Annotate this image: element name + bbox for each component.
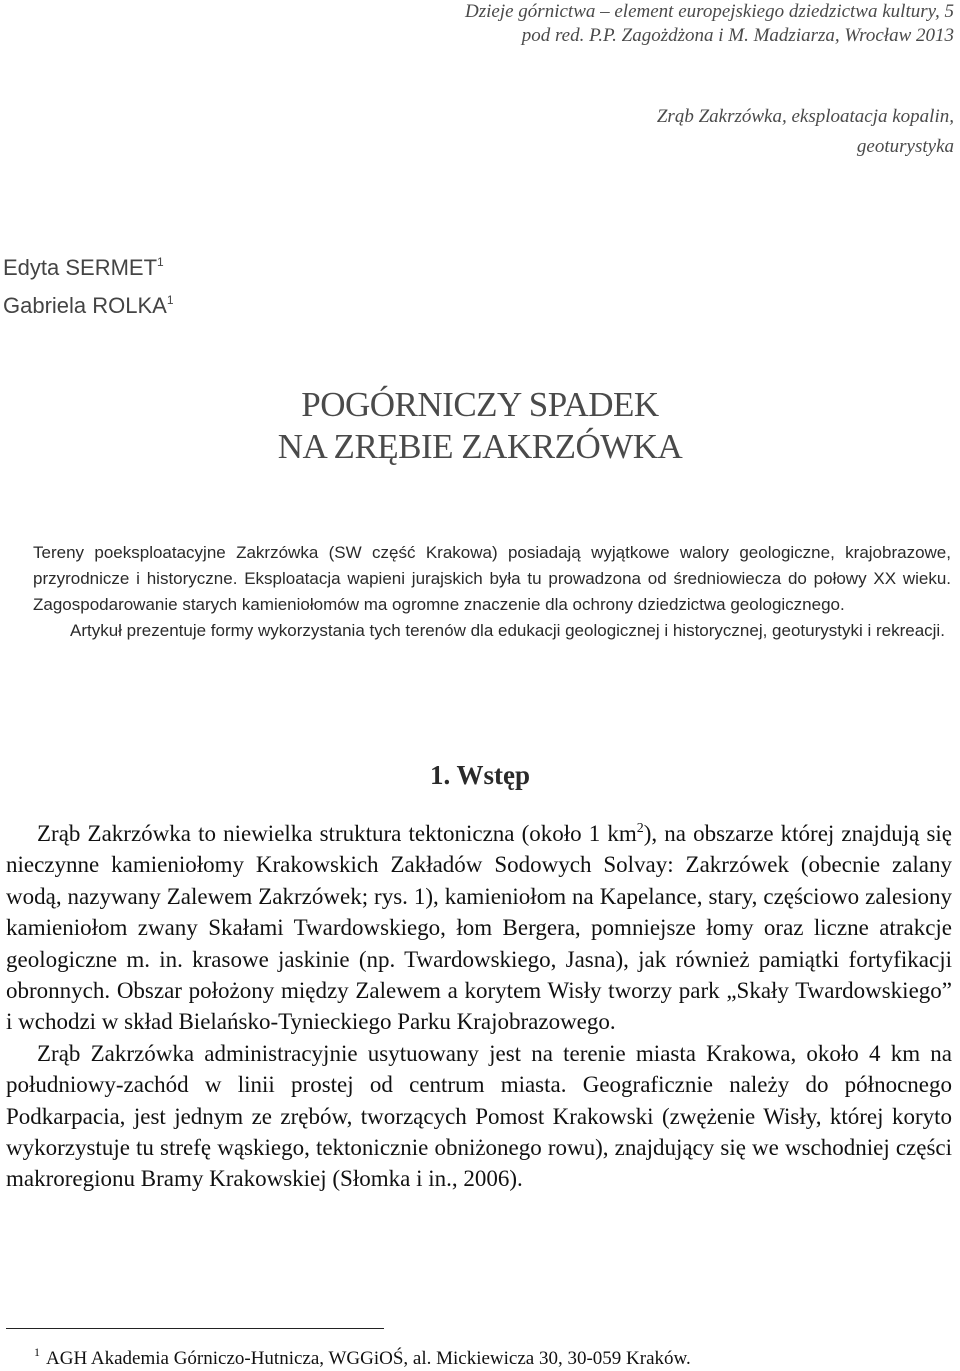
paper-title <box>0 384 960 468</box>
author-list <box>3 246 174 322</box>
body-text-run: ), na obszarze której znajdują się nieczynne kamieniołomy Krakowskich Zakładów Sodowych Solvay: Zakrzówek (obecnie zalany wodą, nazywany Zalewem Zakrzówek; rys. 1), kamieniołom na Kapelance, stary, częściowo zalesiony kamieniołom zwany Skałami Twardowskiego, łom Bergera, pomniejsze łomy oraz liczne atrakcje geologiczne m. in. krasowe jaskinie (np. Twardowskiego, Jasna), jak również pamiątki fortyfikacji obronnych. Obszar położony między Zalewem a korytem Wisły tworzy park „Skały Twardowskiego” i wchodzi w skład Bielańsko-Tynieckiego Parku Krajobrazowego. <box>6 821 952 1035</box>
author-name: Edyta SERMET <box>3 255 158 280</box>
author <box>3 284 174 322</box>
section-heading: 1. Wstęp <box>429 760 530 790</box>
author-name: Gabriela ROLKA <box>3 293 167 318</box>
keywords <box>454 102 954 162</box>
author <box>3 246 174 284</box>
abstract-paragraph: Artykuł prezentuje formy wykorzystania tych terenów dla edukacji geologicznej i historycznej, geoturystyki i rekreacji. <box>70 621 945 640</box>
author-affiliation-mark: 1 <box>157 255 164 269</box>
body-text <box>6 818 952 1195</box>
footnote-text: AGH Akademia Górniczo-Hutnicza, WGGiOŚ, al. Mickiewicza 30, 30-059 Kraków. <box>46 1348 691 1369</box>
body-text-run: Zrąb Zakrzówka to niewielka struktura tektoniczna (około 1 km <box>37 821 637 846</box>
paper-title-line-1: POGÓRNICZY SPADEK <box>301 385 659 424</box>
running-head-line-2: pod red. P.P. Zagożdżona i M. Madziarza, Wrocław 2013 <box>521 25 954 46</box>
footnote <box>34 1340 691 1371</box>
abstract-paragraph: Tereny poeksploatacyjne Zakrzówka (SW część Krakowa) posiadają wyjątkowe walory geologiczne, krajobrazowe, przyrodnicze i historyczne. Eksploatacja wapieni jurajskich była tu prowadzona od średniowiecza do połowy XX wieku. Zagospodarowanie starych kamieniołomów ma ogromne znaczenie dla ochrony dziedzictwa geologicznego. <box>33 543 951 614</box>
author-affiliation-mark: 1 <box>166 293 174 307</box>
superscript: 2 <box>636 821 644 836</box>
footnote-separator <box>6 1328 384 1329</box>
footnote-mark: 1 <box>34 1345 40 1359</box>
abstract <box>33 540 951 644</box>
body-paragraph <box>6 818 952 1038</box>
keywords-line-2: geoturystyka <box>856 136 954 157</box>
running-head <box>254 0 954 48</box>
paper-title-line-2: NA ZRĘBIE ZAKRZÓWKA <box>277 427 683 466</box>
keywords-line-1: Zrąb Zakrzówka, eksploatacja kopalin, <box>656 106 954 127</box>
running-head-line-1: Dzieje górnictwa – element europejskiego dziedzictwa kultury, 5 <box>465 1 954 22</box>
body-paragraph: Zrąb Zakrzówka administracyjnie usytuowany jest na terenie miasta Krakowa, około 4 km na południowy-zachód w linii prostej od centrum miasta. Geograficznie należy do północnego Podkarpacia, jest jednym ze zrębów, tworzących Pomost Krakowski (zwężenie Wisły, której koryto wykorzystuje tu strefę wąskiego, tektonicznie obniżonego rowu), znajdujący się we wschodniej części makroregionu Bramy Krakowskiej (Słomka i in., 2006). <box>6 1040 952 1192</box>
